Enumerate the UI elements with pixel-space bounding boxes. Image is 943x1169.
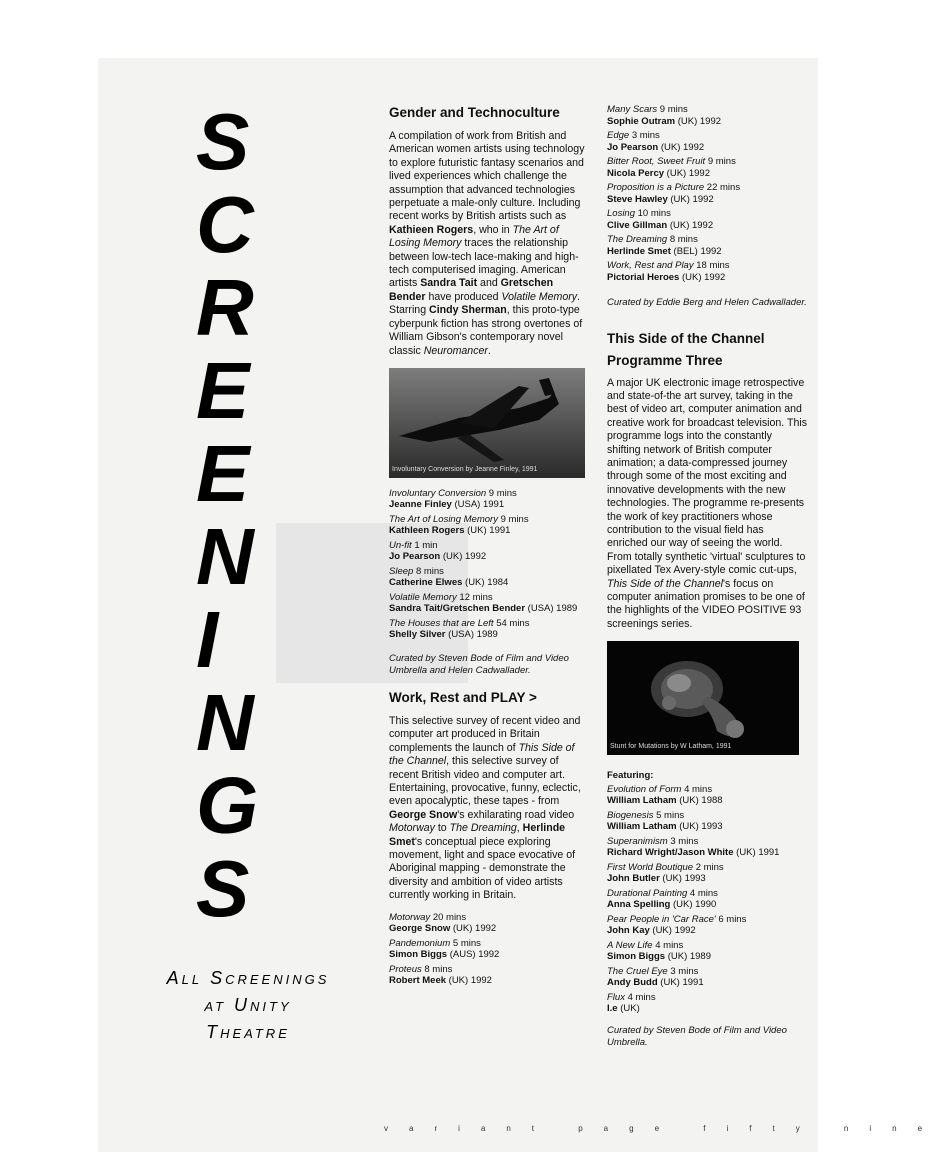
work-entry	[607, 914, 807, 937]
body-text-run: to	[434, 822, 450, 835]
work-origin: (UK) 1992	[664, 167, 710, 179]
work-duration: 22 mins	[704, 182, 741, 193]
work-origin: (UK) 1991	[733, 847, 780, 859]
subtitle	[118, 965, 378, 1046]
body-text-run: and	[477, 277, 501, 290]
work-origin: (AUS) 1992	[447, 949, 500, 961]
work-origin: (UK) 1992	[446, 975, 492, 987]
work-title: Biogenesis	[607, 809, 654, 821]
work-artist-line	[389, 499, 589, 511]
work-entry	[607, 784, 807, 807]
work-origin: (UK) 1991	[464, 525, 511, 537]
body-text-run: . Starring	[389, 290, 580, 317]
work-artist-line	[607, 951, 807, 963]
works-list-this-side-channel	[607, 784, 807, 1015]
work-title: First World Boutique	[607, 861, 694, 873]
work-title-line	[389, 514, 589, 526]
work-origin: (UK) 1992	[679, 271, 726, 283]
work-title-line	[607, 260, 807, 272]
work-artist-line	[607, 142, 807, 154]
work-title-line	[389, 540, 589, 552]
work-entry	[389, 540, 589, 563]
work-entry	[607, 260, 807, 283]
body-text-run: 's exhilarating road video	[457, 808, 575, 821]
work-artist-line	[389, 923, 589, 935]
section-body-this-side-channel	[607, 377, 807, 632]
work-origin: (USA) 1989	[525, 603, 578, 615]
work-duration: 4 mins	[681, 783, 713, 795]
body-text-run: , who in	[473, 223, 513, 236]
work-title: Losing	[607, 208, 635, 219]
work-artist: Jeanne Finley	[389, 499, 452, 511]
work-title-line	[607, 208, 807, 220]
work-artist: Anna Spelling	[607, 899, 671, 911]
title-letter: E	[196, 429, 250, 518]
work-duration: 5 mins	[653, 809, 685, 821]
work-artist-line	[607, 873, 807, 885]
work-title-line	[607, 234, 807, 246]
work-title-line	[607, 966, 807, 978]
work-artist: Sophie Outram	[607, 115, 676, 127]
work-artist: I.e	[607, 1003, 618, 1015]
work-origin: (UK) 1988	[676, 795, 723, 807]
body-text-run: , this proto-type cyberpunk fiction has strong overtones of William Gibson's contemporary novel classic	[389, 304, 583, 357]
work-artist: Clive Gillman	[607, 219, 668, 231]
work-title: Durational Painting	[607, 887, 688, 899]
work-artist-line	[607, 847, 807, 859]
work-origin: (UK) 1992	[667, 219, 714, 231]
work-artist: Pictorial Heroes	[607, 271, 680, 283]
work-entry	[389, 912, 589, 935]
body-text-run: The Dreaming	[449, 822, 517, 835]
work-title-line	[607, 862, 807, 874]
work-title: Pear People in 'Car Race'	[607, 913, 716, 925]
work-title-line	[607, 836, 807, 848]
work-artist-line	[389, 525, 589, 537]
work-artist-line	[607, 821, 807, 833]
body-text-run: 's conceptual piece exploring movement, light and space evocative of Aboriginal mapping - demonstrate the diversity and ambition of video artists currently working in Britain.	[389, 835, 576, 902]
work-title: Volatile Memory	[389, 591, 457, 603]
subtitle-line-2: at Unity	[204, 995, 292, 1015]
work-title-line	[389, 488, 589, 500]
work-entry	[607, 992, 807, 1015]
featuring-label: Featuring:	[607, 770, 654, 782]
body-text-run: Neuromancer	[423, 344, 488, 357]
body-text-run: This Side of the Channel	[389, 741, 575, 768]
work-title-line	[607, 888, 807, 900]
work-entry	[389, 938, 589, 961]
section-body-gender	[389, 130, 589, 358]
work-artist: Catherine Elwes	[389, 577, 463, 589]
work-duration: 6 mins	[715, 913, 747, 925]
work-entry	[607, 104, 807, 127]
body-text-run: This selective survey of recent video and computer art produced in Britain complements the launch of	[389, 714, 581, 754]
work-entry	[607, 810, 807, 833]
work-duration: 9 mins	[657, 104, 688, 115]
work-duration: 18 mins	[693, 260, 730, 271]
work-origin: (BEL) 1992	[670, 245, 722, 257]
work-title: Proposition is a Picture	[607, 182, 705, 193]
body-text-run: , this selective survey of recent British video and computer art. Entertaining, provocative, funny, eclectic, even apocalyptic, these tapes - from	[389, 755, 581, 808]
work-artist-line	[389, 603, 589, 615]
work-title-line	[607, 130, 807, 142]
work-duration: 12 mins	[456, 591, 493, 603]
works-list-work-rest-play-continued	[607, 104, 807, 283]
photo-caption: Involuntary Conversion by Jeanne Finley, 1991	[392, 465, 538, 473]
work-artist: Steve Hawley	[607, 193, 668, 205]
work-artist: Herlinde Smet	[607, 245, 671, 257]
work-duration: 3 mins	[667, 835, 699, 847]
work-title: Pandemonium	[389, 937, 451, 949]
work-artist: William Latham	[607, 795, 677, 807]
work-artist: Richard Wright/Jason White	[607, 847, 734, 859]
work-entry	[389, 488, 589, 511]
work-title: Many Scars	[607, 104, 658, 115]
work-origin: (USA) 1991	[451, 499, 505, 511]
work-entry	[607, 836, 807, 859]
body-text-run: Cindy Sherman	[429, 304, 507, 317]
photo-caption: Stunt for Mutations by W Latham, 1991	[610, 742, 732, 750]
body-text-run: This Side of the Channel	[607, 577, 724, 590]
body-text-run: ,	[516, 822, 523, 835]
work-entry	[607, 182, 807, 205]
work-origin: (UK) 1993	[676, 821, 723, 833]
title-letter: N	[196, 512, 254, 601]
work-artist: Sandra Tait/Gretschen Bender	[389, 603, 526, 615]
work-title-line	[389, 592, 589, 604]
work-artist: John Butler	[607, 873, 660, 885]
airplane-photo-icon	[389, 368, 585, 478]
work-origin: (UK) 1989	[665, 951, 711, 963]
work-artist: Nicola Percy	[607, 167, 665, 179]
work-title: A New Life	[607, 939, 653, 951]
title-letter: S	[196, 97, 250, 186]
work-artist-line	[607, 977, 807, 989]
work-title-line	[389, 566, 589, 578]
work-entry	[607, 966, 807, 989]
work-title: Work, Rest and Play	[607, 260, 694, 271]
work-artist-line	[607, 246, 807, 258]
work-origin: (UK) 1984	[462, 577, 509, 589]
work-title-line	[389, 964, 589, 976]
work-title-line	[607, 914, 807, 926]
work-origin: (UK) 1992	[649, 925, 696, 937]
work-origin: (UK) 1992	[450, 923, 497, 935]
work-title: Involuntary Conversion	[389, 487, 487, 499]
work-artist: George Snow	[389, 923, 451, 935]
work-title-line	[389, 912, 589, 924]
work-artist-line	[607, 1003, 807, 1015]
work-duration: 10 mins	[635, 208, 671, 219]
column-middle	[389, 104, 589, 990]
body-text-run: .	[487, 344, 491, 357]
work-origin: (UK) 1992	[675, 115, 722, 127]
work-artist-line	[607, 925, 807, 937]
work-artist: Simon Biggs	[607, 951, 666, 963]
body-text-run: Volatile Memory	[501, 290, 578, 303]
work-duration: 3 mins	[667, 965, 699, 977]
work-duration: 54 mins	[493, 617, 530, 629]
curated-credit-work-rest-play: Curated by Eddie Berg and Helen Cadwallader.	[607, 297, 807, 308]
work-artist-line	[607, 899, 807, 911]
work-artist: William Latham	[607, 821, 677, 833]
work-entry	[389, 592, 589, 615]
work-title-line	[389, 938, 589, 950]
work-duration: 9 mins	[705, 156, 736, 167]
work-entry	[389, 964, 589, 987]
work-title: The Art of Losing Memory	[389, 513, 498, 525]
work-origin: (UK) 1993	[659, 873, 706, 885]
work-duration: 3 mins	[629, 130, 660, 141]
column-right	[607, 104, 807, 1050]
work-entry	[607, 208, 807, 231]
work-artist-line	[607, 168, 807, 180]
work-entry	[607, 234, 807, 257]
work-title: Un-fit	[389, 539, 412, 551]
work-artist: Simon Biggs	[389, 949, 448, 961]
work-artist-line	[607, 220, 807, 232]
photo-involuntary-conversion	[389, 368, 585, 478]
work-artist-line	[389, 975, 589, 987]
body-text-run: Kathieen Rogers	[389, 223, 474, 236]
title-letter: I	[196, 595, 219, 684]
section-heading-this-side-channel: This Side of the Channel	[607, 330, 765, 346]
page-footer: variant page fifty nine	[384, 1124, 943, 1133]
work-title-line	[607, 156, 807, 168]
work-entry	[607, 888, 807, 911]
work-origin: (UK) 1991	[657, 977, 704, 989]
body-text-run: Herlinde Smet	[389, 822, 566, 848]
work-origin: (USA) 1989	[445, 629, 498, 641]
section-heading-work-rest-play: Work, Rest and PLAY >	[389, 689, 537, 705]
body-text-run: have produced	[425, 290, 502, 303]
work-title-line	[607, 992, 807, 1004]
body-text-run: George Snow	[389, 808, 458, 821]
work-duration: 4 mins	[687, 887, 718, 899]
work-title: Flux	[607, 991, 625, 1003]
work-origin: (UK) 1992	[658, 141, 705, 153]
work-title-line	[607, 104, 807, 116]
work-title: Sleep	[389, 565, 414, 577]
title-letter: R	[196, 263, 254, 352]
work-duration: 9 mins	[497, 513, 529, 525]
work-artist: Shelly Silver	[389, 629, 446, 641]
work-artist-line	[389, 629, 589, 641]
work-title: The Cruel Eye	[607, 965, 668, 977]
curated-credit-this-side-channel: Curated by Steven Bode of Film and Video Umbrella.	[607, 1024, 787, 1049]
work-origin: (UK) 1992	[440, 551, 487, 563]
work-entry	[607, 156, 807, 179]
mutation-sculpture-icon	[607, 641, 799, 755]
work-duration: 9 mins	[486, 487, 517, 499]
work-entry	[607, 130, 807, 153]
work-entry	[389, 514, 589, 537]
subtitle-line-3: Theatre	[206, 1022, 290, 1042]
work-origin: (UK)	[617, 1003, 640, 1015]
work-origin: (UK) 1992	[667, 193, 714, 205]
work-entry	[389, 566, 589, 589]
work-artist-line	[607, 116, 807, 128]
body-text-run: Sandra Tait	[420, 277, 478, 290]
work-duration: 5 mins	[450, 937, 481, 949]
works-list-gender	[389, 488, 589, 641]
work-duration: 1 min	[411, 539, 438, 551]
work-title: Edge	[607, 130, 630, 141]
work-artist-line	[389, 949, 589, 961]
work-title: The Dreaming	[607, 234, 668, 245]
work-artist-line	[607, 194, 807, 206]
work-title: The Houses that are Left	[389, 617, 494, 629]
work-duration: 8 mins	[667, 234, 698, 245]
work-title: Motorway	[389, 911, 431, 923]
work-artist-line	[607, 795, 807, 807]
title-letter: E	[196, 346, 250, 435]
photo-stunt-for-mutations	[607, 641, 799, 755]
body-text-run: The Art of Losing Memory	[389, 223, 559, 250]
work-duration: 4 mins	[652, 939, 684, 951]
title-letter: N	[196, 678, 254, 767]
work-artist: Robert Meek	[389, 975, 447, 987]
work-entry	[607, 940, 807, 963]
section-subheading-programme-three: Programme Three	[607, 352, 723, 368]
work-title: Proteus	[389, 963, 422, 975]
works-list-work-rest-play	[389, 912, 589, 987]
work-entry	[607, 862, 807, 885]
body-text-run: Motorway	[389, 822, 435, 835]
work-title: Evolution of Form	[607, 783, 682, 795]
work-title: Superanimism	[607, 835, 668, 847]
body-text-run: traces the relationship between low-tech lace-making and high-tech computerised imaging. American artists	[389, 237, 579, 290]
work-title-line	[389, 618, 589, 630]
section-heading-gender: Gender and Technoculture	[389, 105, 560, 120]
work-duration: 4 mins	[624, 991, 656, 1003]
work-artist: Jo Pearson	[389, 551, 441, 563]
title-letter: G	[196, 761, 259, 850]
body-text-run: Gretschen Bender	[389, 277, 554, 303]
body-text-run: A major UK electronic image retrospective and state-of-the art survey, taking in the best of video art, computer animation and creative work for broadcast television. This programme logs into the constantly shifting network of British computer animation; a data-compressed journey through some of the most exciting and innovative developments with the new technologies. The programme re-presents the work of key practitioners whose contribution to the visual field has enriched our way of seeing the world. From totally synthetic 'virtual' sculptures to pixellated Tex Avery-style comic cut-ups,	[607, 376, 807, 577]
work-duration: 8 mins	[421, 963, 453, 975]
curated-credit-gender: Curated by Steven Bode of Film and Video Umbrella and Helen Cadwallader.	[389, 652, 569, 677]
work-artist: Jo Pearson	[607, 141, 659, 153]
title-letter: S	[196, 844, 250, 933]
work-duration: 20 mins	[430, 911, 467, 923]
work-artist-line	[389, 577, 589, 589]
work-title-line	[607, 784, 807, 796]
work-title-line	[607, 810, 807, 822]
work-title-line	[607, 182, 807, 194]
work-artist: Andy Budd	[607, 977, 658, 989]
work-duration: 2 mins	[693, 861, 724, 873]
work-entry	[389, 618, 589, 641]
work-artist: Kathleen Rogers	[389, 525, 465, 537]
title-letter: C	[196, 180, 254, 269]
work-duration: 8 mins	[413, 565, 444, 577]
work-title-line	[607, 940, 807, 952]
section-body-work-rest-play	[389, 715, 589, 903]
work-artist-line	[607, 272, 807, 284]
work-artist: John Kay	[607, 925, 650, 937]
body-text-run: A compilation of work from British and American women artists using technology to explore futuristic fantasy scenarios and lived experiences which challenge the assumption that advanced technologies perpetuate a male-only culture. Including recent works by British artists such as	[389, 130, 585, 223]
vertical-title	[196, 97, 306, 933]
work-origin: (UK) 1990	[670, 899, 717, 911]
work-artist-line	[389, 551, 589, 563]
body-text-run: 's focus on computer animation promises to be one of the highlights of the VIDEO POSITIVE 93 screenings series.	[607, 577, 805, 630]
subtitle-line-1: All Screenings	[166, 968, 330, 988]
work-title: Bitter Root, Sweet Fruit	[607, 156, 706, 167]
